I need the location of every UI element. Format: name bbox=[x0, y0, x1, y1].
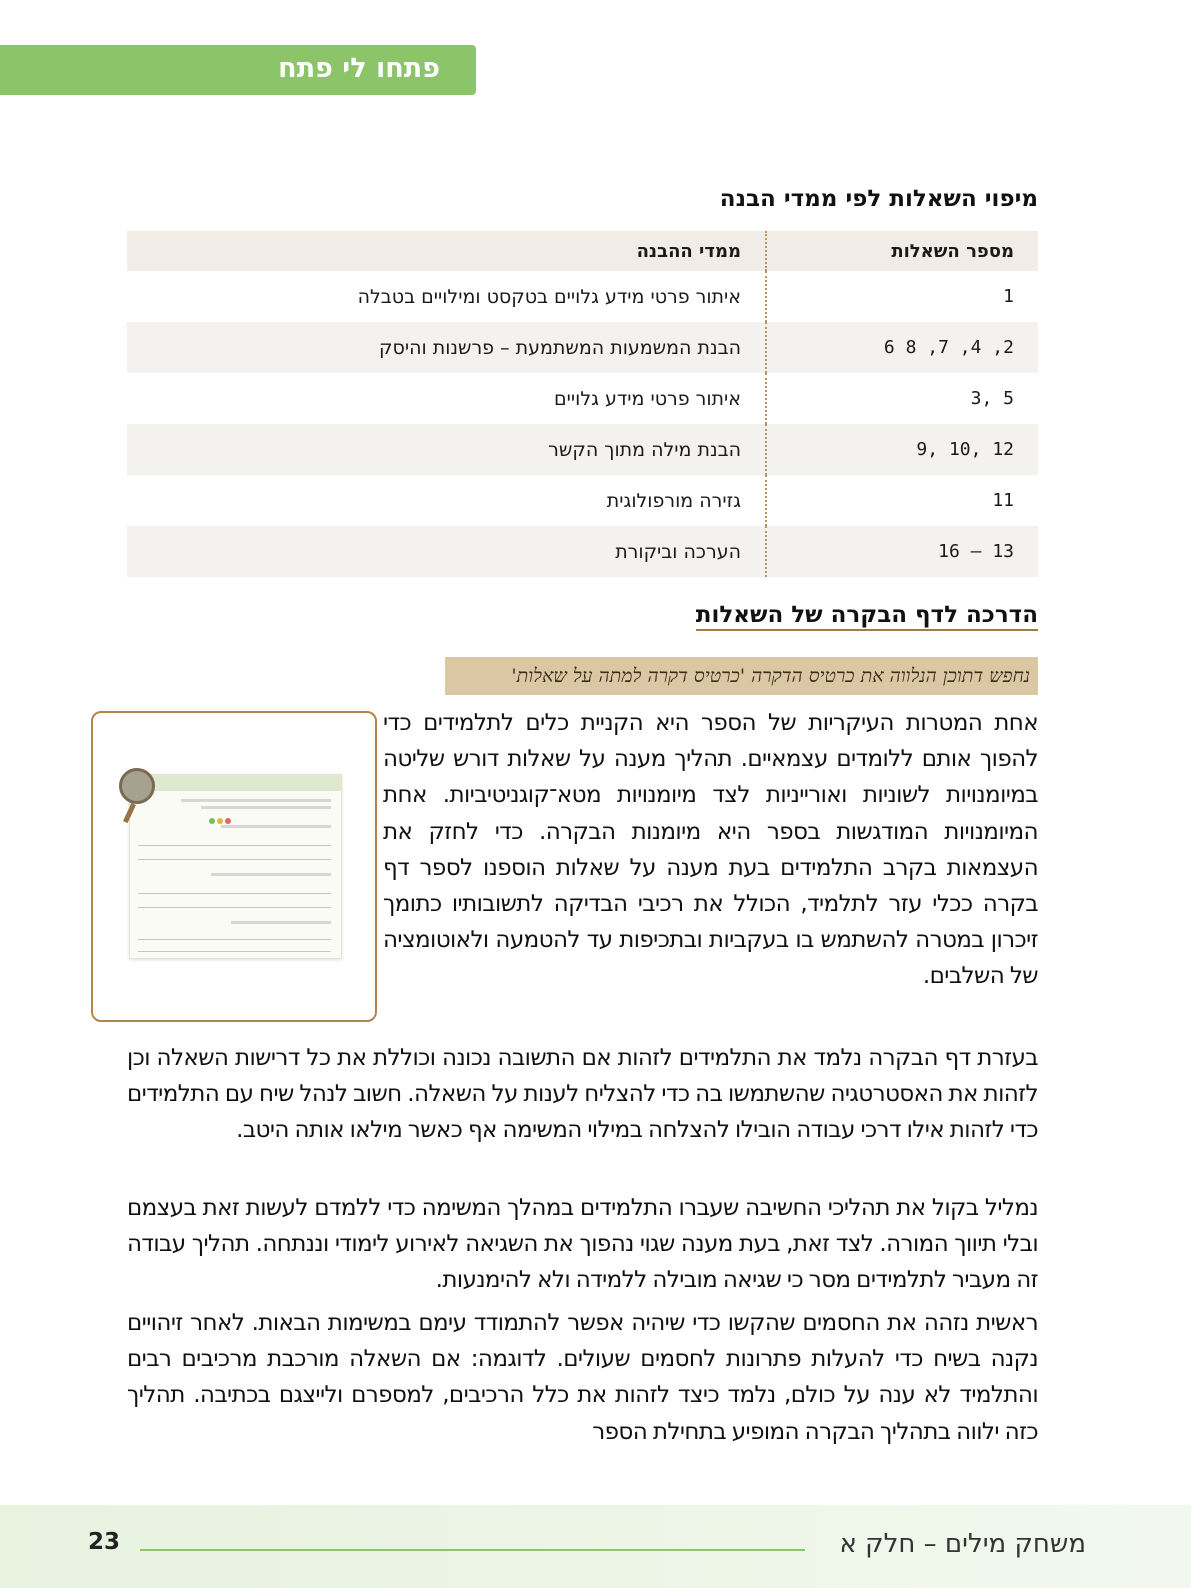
question-numbers-cell: 13 – 16 bbox=[766, 526, 1038, 577]
question-numbers-cell: 5 ,3 bbox=[766, 373, 1038, 424]
col-dimensions-header: ממדי ההבנה bbox=[127, 231, 766, 271]
dimension-cell: הבנת המשמעות המשתמעת – פרשנות והיסק bbox=[127, 322, 766, 373]
section-tab bbox=[0, 45, 476, 95]
page-footer bbox=[0, 1505, 1191, 1588]
handwritten-note: נחפש דתוכן הנלווה את כרטיס הדקרה 'כרטיס דקרה למתה על שאלות' bbox=[445, 657, 1038, 695]
guide-paragraph-3: נמליל בקול את תהליכי החשיבה שעברו התלמידים במהלך המשימה כדי ללמדם לעשות זאת בעצמם ובלי תיווך המורה. לצד זאת, בעת מענה שגוי נהפוך את השגיאה לאירוע לימודי וננתחה. תהליך עבודה זה מעביר לתלמידים מסר כי שגיאה מובילה ללמידה ולא להימנעות. bbox=[127, 1195, 1038, 1294]
table-row bbox=[127, 475, 1038, 526]
table-row bbox=[127, 271, 1038, 322]
question-numbers-cell: 12 ,10 ,9 bbox=[766, 424, 1038, 475]
dimension-cell: גזירה מורפולוגית bbox=[606, 489, 741, 512]
magnifier-icon bbox=[119, 768, 155, 804]
control-sheet-thumbnail bbox=[91, 711, 377, 1022]
question-numbers-cell: 2, 4, 7, 8 6 bbox=[766, 322, 1038, 373]
control-sheet-preview bbox=[129, 774, 342, 959]
book-title: משחק מילים – חלק א bbox=[839, 1529, 1086, 1559]
dimension-cell: איתור פרטי מידע גלויים בטקסט ומילויים בטבלה bbox=[357, 285, 741, 308]
table-header-row bbox=[127, 231, 1038, 271]
table-row bbox=[127, 424, 1038, 475]
table-row bbox=[127, 373, 1038, 424]
table-row bbox=[127, 322, 1038, 373]
sheet-color-dots bbox=[201, 809, 231, 815]
guide-paragraph-1: אחת המטרות העיקריות של הספר היא הקניית כלים לתלמידים כדי להפוך אותם ללומדים עצמאיים. תהליך מענה על שאלות דורש שליטה במיומנויות לשוניות ואורייניות לצד מיומנויות מטא־קוגניטיביות. אחת המיומנויות המודגשות בספר היא מיומנות הבקרה. כדי לחזק את העצמאות בקרב התלמידים בעת מענה על שאלות הוספנו לספר דף בקרה ככלי עזר לתלמיד, הכולל את רכיבי הבדיקה לתשובותיו כתומך זיכרון במטרה להשתמש בו בעקביות ובתכיפות עד להטמעה ולאוטומציה של השלבים. bbox=[383, 710, 1038, 990]
dimension-cell: איתור פרטי מידע גלויים bbox=[554, 387, 741, 410]
question-numbers-cell: 1 bbox=[766, 271, 1038, 322]
question-numbers-cell: 11 bbox=[766, 475, 1038, 526]
section-tab-label: פתחו לי פתח bbox=[278, 53, 440, 84]
questions-mapping-table bbox=[127, 231, 1038, 577]
col-questions-header: מספר השאלות bbox=[766, 231, 1038, 271]
sheet-header-band bbox=[130, 775, 341, 791]
mapping-title: מיפוי השאלות לפי ממדי הבנה bbox=[719, 186, 1038, 212]
table-row bbox=[127, 526, 1038, 577]
dimension-cell: הערכה וביקורת bbox=[127, 526, 766, 577]
page-number: 23 bbox=[88, 1529, 121, 1555]
dimension-cell: הבנת מילה מתוך הקשר bbox=[127, 424, 766, 475]
guide-paragraph-4: ראשית נזהה את החסמים שהקשו כדי שיהיה אפשר להתמודד עימם במשימות הבאות. לאחר זיהויים נקנה בשיח כדי להעלות פתרונות לחסמים שעולים. לדוגמה: אם השאלה מורכבת מרכיבים רבים והתלמיד לא ענה על כולם, נלמד כיצד לזהות את כלל הרכיבים, למספרם ולייצגם בכתיבה. תהליך כזה ילווה בתהליך הבקרה המופיע בתחילת הספר bbox=[127, 1310, 1038, 1445]
guide-paragraph-2: בעזרת דף הבקרה נלמד את התלמידים לזהות אם התשובה נכונה וכוללת את כל דרישות השאלה וכן לזהות את האסטרטגיה שהשתמשו בה כדי להצליח לענות על השאלה. חשוב לנהל שיח עם התלמידים כדי לזהות אילו דרכי עבודה הובילו להצלחה במילוי המשימה אף כאשר מילאו אותה היטב. bbox=[127, 1045, 1038, 1144]
footer-divider bbox=[140, 1549, 805, 1551]
guide-title: הדרכה לדף הבקרה של השאלות bbox=[696, 602, 1038, 631]
